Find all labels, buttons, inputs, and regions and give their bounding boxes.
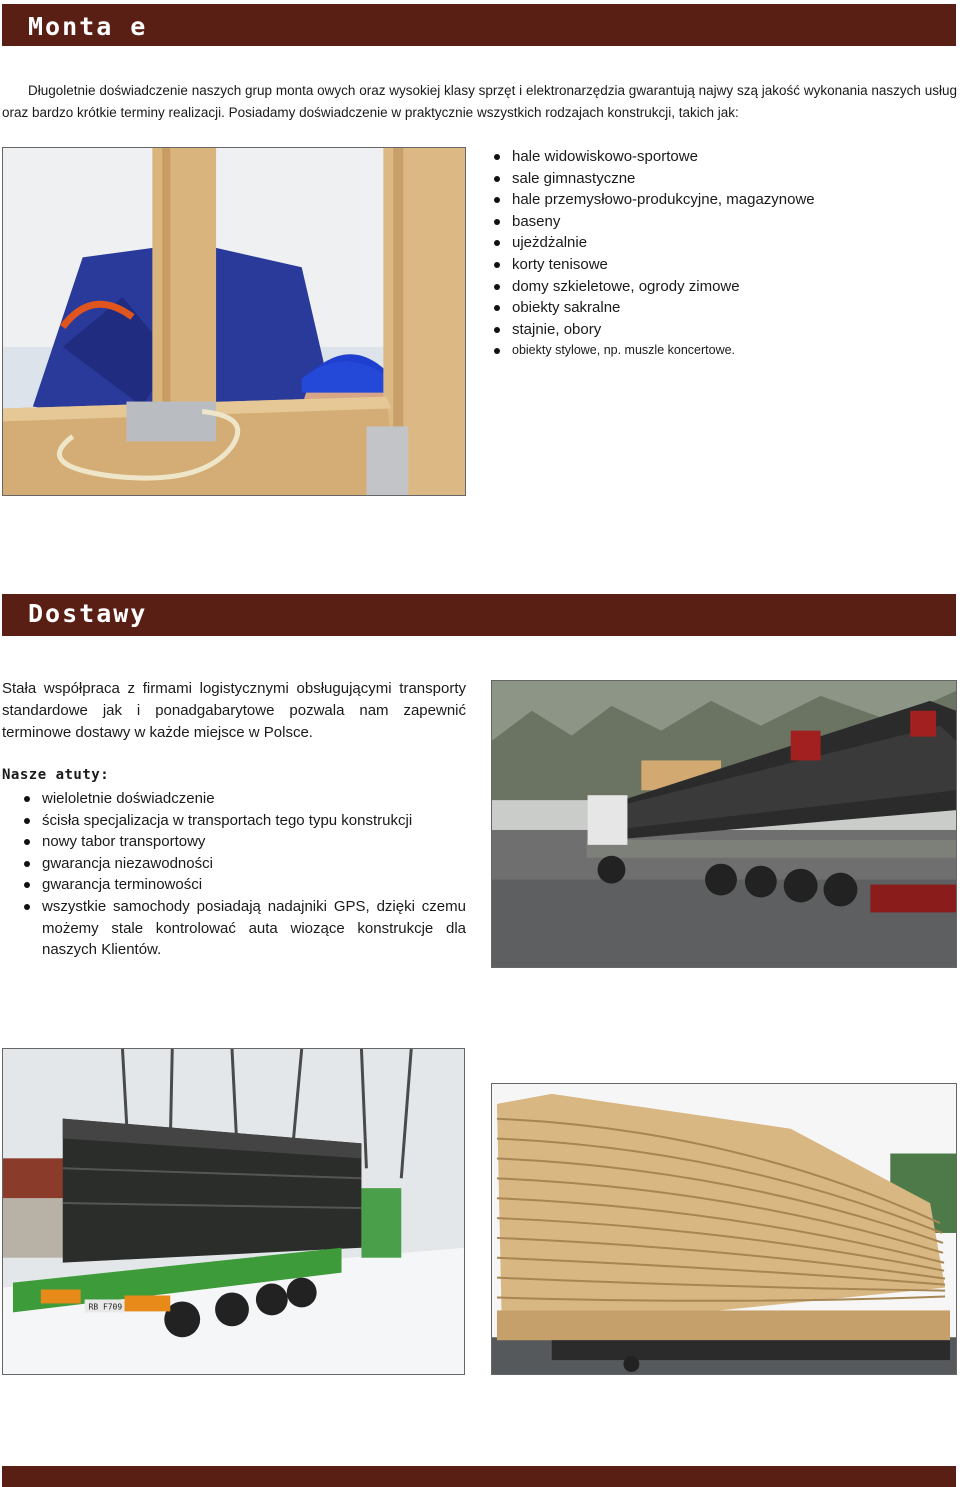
list-item: gwarancja terminowości (22, 874, 466, 896)
list-item: obiekty sakralne (492, 297, 932, 319)
list-item: ścisła specjalizacja w transportach tego typu konstrukcji (22, 810, 466, 832)
delivery-text: Stała współpraca z firmami logistycznymi obsługującymi transporty standardowe jak i ponadgabarytowe pozwala nam zapewnić terminowe dostawy w każde miejsce w Polsce. (2, 680, 466, 741)
photo-worker-assembly (2, 147, 466, 496)
photo-truck-winter (2, 1048, 465, 1375)
section-header-dostawy (2, 594, 956, 636)
list-item: nowy tabor transportowy (22, 831, 466, 853)
montaz-intro: Długoletnie doświadczenie naszych grup monta owych oraz wysokiej klasy sprzęt i elektronarzędzia gwarantują najwy szą jakość wykonania naszych usług oraz bardzo krótkie terminy realizacji. Posiadamy doświadczenie w praktycznie wszystkich rodzajach konstrukcji, takich jak: (2, 83, 957, 120)
section-title-montaz: Monta e (28, 12, 148, 41)
list-item: hale przemysłowo-produkcyjne, magazynowe (492, 189, 932, 211)
section-title-dostawy: Dostawy (28, 599, 148, 628)
advantages-list (22, 788, 466, 961)
photo-glulam-beams (491, 1083, 957, 1375)
list-item: hale widowiskowo-sportowe (492, 146, 932, 168)
footer-bar (2, 1466, 956, 1487)
list-item: korty tenisowe (492, 254, 932, 276)
list-item: baseny (492, 211, 932, 233)
advantages-title: Nasze atuty: (2, 767, 110, 783)
construction-types-list (492, 146, 932, 362)
photo-truck-transport (491, 680, 957, 968)
list-item: stajnie, obory (492, 319, 932, 341)
list-item: sale gimnastyczne (492, 168, 932, 190)
list-item: ujeżdżalnie (492, 232, 932, 254)
list-item: wszystkie samochody posiadają nadajniki GPS, dzięki czemu możemy stale kontrolować auta wiozące konstrukcje dla naszych Klientów. (22, 896, 466, 961)
license-plate-left: RB F709 (88, 1302, 123, 1312)
list-item: gwarancja niezawodności (22, 853, 466, 875)
list-item: obiekty stylowe, np. muszle koncertowe. (492, 340, 932, 362)
list-item: domy szkieletowe, ogrody zimowe (492, 276, 932, 298)
section-header-montaz (2, 4, 956, 46)
list-item: wieloletnie doświadczenie (22, 788, 466, 810)
